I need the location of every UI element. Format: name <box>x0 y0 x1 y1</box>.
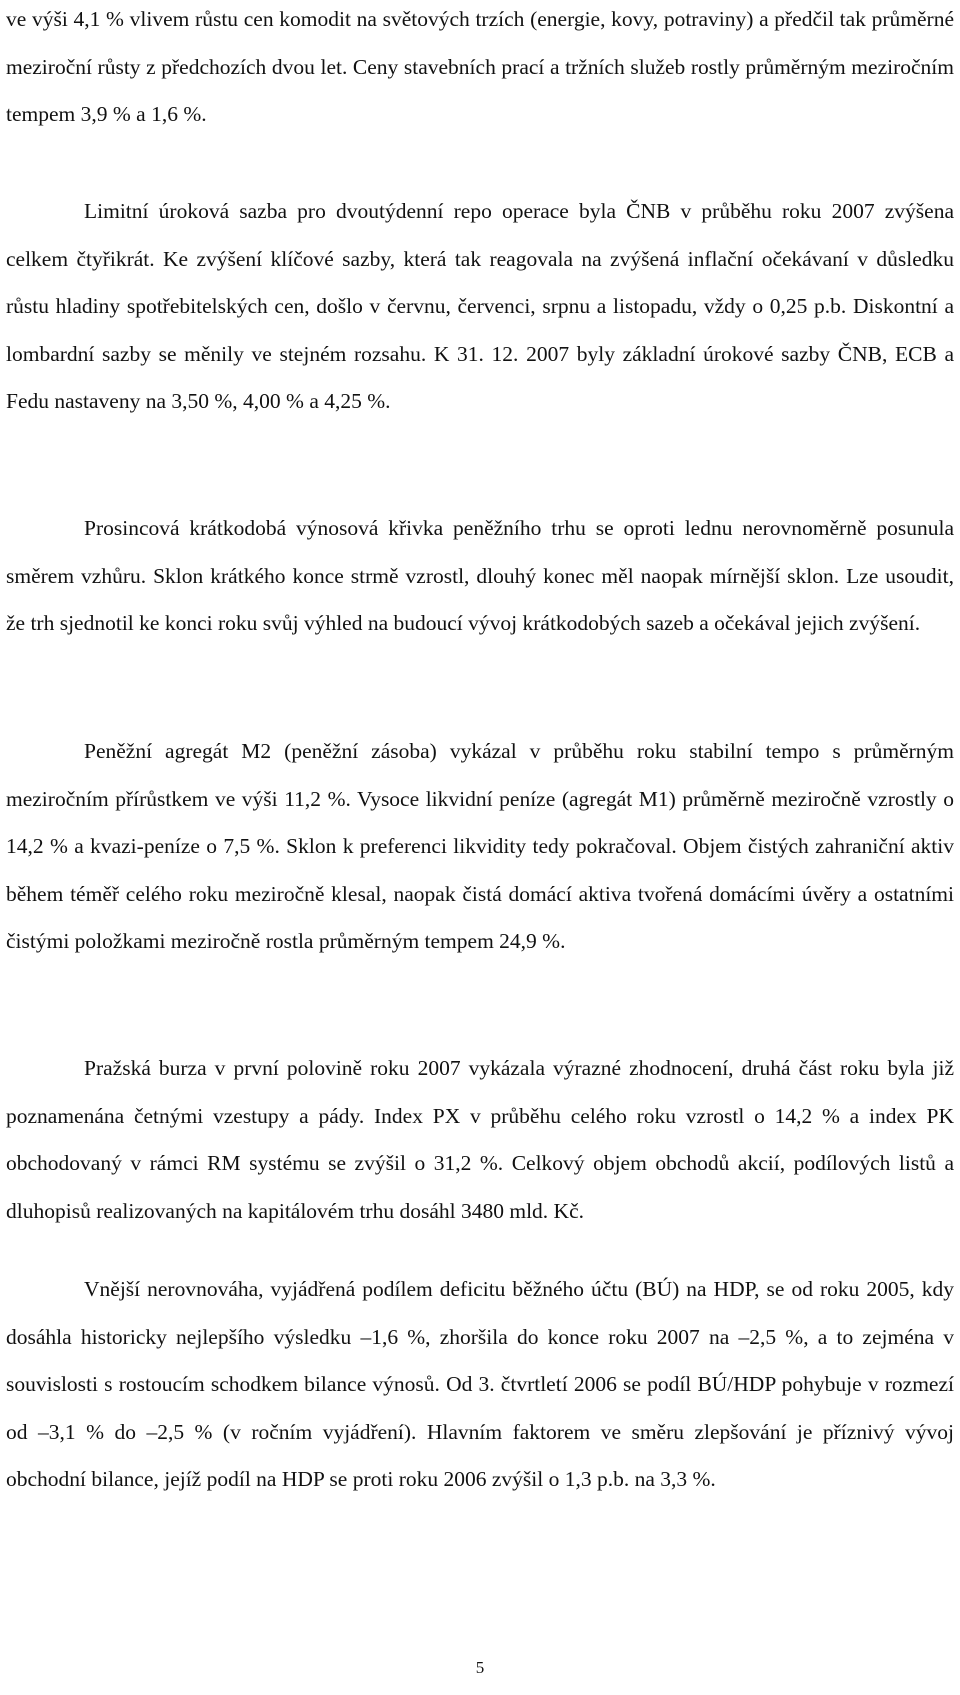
paragraph-text: Vnější nerovnováha, vyjádřená podílem deficitu běžného účtu (BÚ) na HDP, se od roku 2005, kdy dosáhla historicky nejlepšího výsledku –1,6 %, zhoršila do konce roku 2007 na –2,5 %, a to zejména v souvislosti s rostoucím schodkem bilance výnosů. Od 3. čtvrtletí 2006 se podíl BÚ/HDP pohybuje v rozmezí od –3,1 % do –2,5 % (v ročním vyjádření). Hlavním faktorem ve směru zlepšování je příznivý vývoj obchodní bilance, jejíž podíl na HDP se proti roku 2006 zvýšil o 1,3 p.b. na 3,3 %. <box>6 1277 954 1491</box>
paragraph-external-imbalance <box>6 1266 954 1504</box>
paragraph-text: ve výši 4,1 % vlivem růstu cen komodit na světových trzích (energie, kovy, potraviny) a předčil tak průměrné meziroční růsty z předchozích dvou let. Ceny stavebních prací a tržních služeb rostly průměrným meziročním tempem 3,9 % a 1,6 %. <box>6 7 954 126</box>
paragraph-text: Peněžní agregát M2 (peněžní zásoba) vykázal v průběhu roku stabilní tempo s průměrným meziročním přírůstkem ve výši 11,2 %. Vysoce likvidní peníze (agregát M1) průměrně meziročně vzrostly o 14,2 % a kvazi-peníze o 7,5 %. Sklon k preferenci likvidity tedy pokračoval. Objem čistých zahraniční aktiv během téměř celého roku meziročně klesal, naopak čistá domácí aktiva tvořená domácími úvěry a ostatními čistými položkami meziročně rostla průměrným tempem 24,9 %. <box>6 739 954 953</box>
paragraph-yield-curve <box>6 505 954 648</box>
paragraph-price-growth <box>6 0 954 139</box>
paragraph-text: Prosincová krátkodobá výnosová křivka peněžního trhu se oproti lednu nerovnoměrně posunula směrem vzhůru. Sklon krátkého konce strmě vzrostl, dlouhý konec měl naopak mírnější sklon. Lze usoudit, že trh sjednotil ke konci roku svůj výhled na budoucí vývoj krátkodobých sazeb a očekával jejich zvýšení. <box>6 516 954 635</box>
paragraph-text: Limitní úroková sazba pro dvoutýdenní repo operace byla ČNB v průběhu roku 2007 zvýšena celkem čtyřikrát. Ke zvýšení klíčové sazby, která tak reagovala na zvýšená inflační očekávaní v důsledku růstu hladiny spotřebitelských cen, došlo v červnu, červenci, srpnu a listopadu, vždy o 0,25 p.b. Diskontní a lombardní sazby se měnily ve stejném rozsahu. K 31. 12. 2007 byly základní úrokové sazby ČNB, ECB a Fedu nastaveny na 3,50 %, 4,00 % a 4,25 %. <box>6 199 954 413</box>
paragraph-repo-rate <box>6 188 954 426</box>
paragraph-money-aggregate <box>6 728 954 966</box>
page-number: 5 <box>475 1658 485 1677</box>
paragraph-text: Pražská burza v první polovině roku 2007 vykázala výrazné zhodnocení, druhá část roku byla již poznamenána četnými vzestupy a pády. Index PX v průběhu celého roku vzrostl o 14,2 % a index PK obchodovaný v rámci RM systému se zvýšil o 31,2 %. Celkový objem obchodů akcií, podílových listů a dluhopisů realizovaných na kapitálovém trhu dosáhl 3480 mld. Kč. <box>6 1056 954 1223</box>
paragraph-stock-exchange <box>6 1045 954 1235</box>
